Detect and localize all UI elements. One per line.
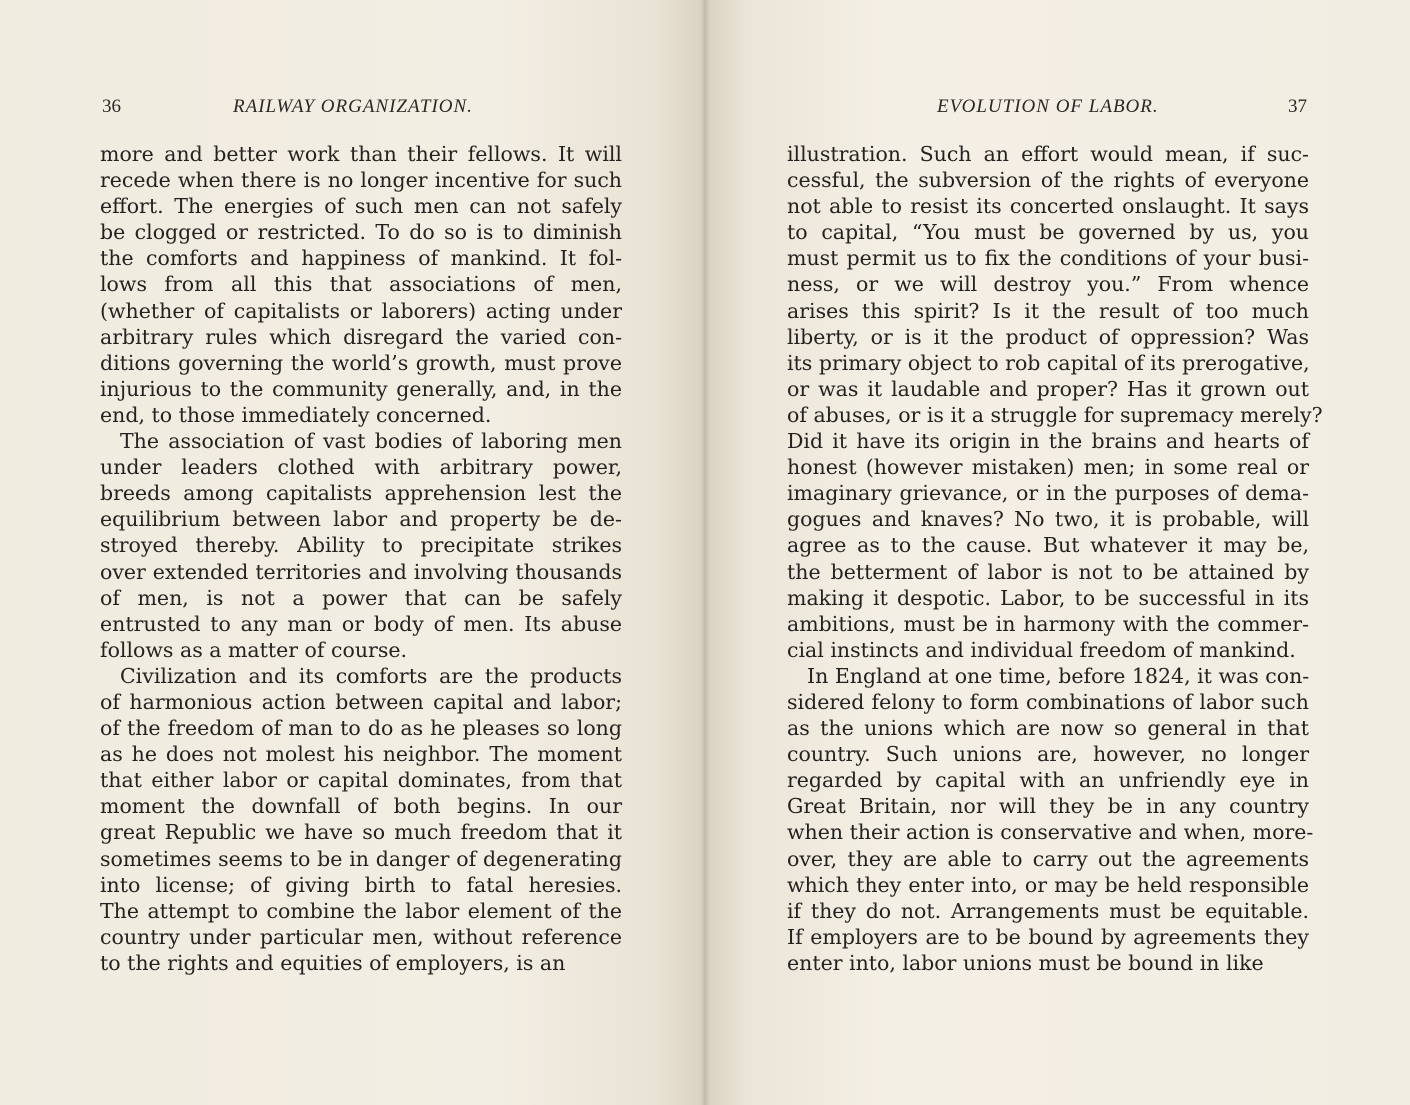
text-line: the comforts and happiness of mankind. It fol- bbox=[100, 246, 622, 271]
text-line: injurious to the community generally, and, in the bbox=[100, 376, 622, 401]
text-line: The association of vast bodies of laboring men bbox=[120, 429, 622, 454]
text-line: In England at one time, before 1824, it was con- bbox=[807, 663, 1310, 688]
text-line: enter into, labor unions must be bound in like bbox=[787, 950, 1264, 975]
text-line: under leaders clothed with arbitrary power, bbox=[100, 455, 622, 480]
text-line: over extended territories and involving thousands bbox=[100, 559, 622, 584]
text-line: country under particular men, without reference bbox=[100, 924, 622, 949]
text-line: sometimes seems to be in danger of degenerating bbox=[100, 846, 622, 871]
text-line: recede when there is no longer incentive for such bbox=[100, 168, 622, 193]
text-line: equilibrium between labor and property be de- bbox=[100, 507, 622, 532]
text-line: country. Such unions are, however, no longer bbox=[787, 742, 1309, 767]
text-line: the betterment of labor is not to be attained by bbox=[787, 559, 1309, 584]
text-line: not able to resist its concerted onslaught. It says bbox=[787, 194, 1309, 219]
text-line: liberty, or is it the product of oppression? Was bbox=[787, 324, 1309, 349]
text-line: Civilization and its comforts are the products bbox=[120, 663, 622, 688]
text-line: regarded by capital with an unfriendly eye in bbox=[787, 768, 1309, 793]
text-line: making it despotic. Labor, to be successful in its bbox=[787, 585, 1309, 610]
text-line: to the rights and equities of employers, is an bbox=[100, 950, 566, 975]
left-running-title: RAILWAY ORGANIZATION. bbox=[233, 96, 473, 117]
text-line: (whether of capitalists or laborers) acting under bbox=[100, 298, 622, 323]
left-page-number: 36 bbox=[102, 96, 121, 117]
text-line: follows as a matter of course. bbox=[100, 637, 407, 662]
text-line: Great Britain, nor will they be in any country bbox=[787, 794, 1309, 819]
text-line: of harmonious action between capital and labor; bbox=[100, 689, 622, 714]
text-line: entrusted to any man or body of men. Its abuse bbox=[100, 611, 622, 636]
text-line: arbitrary rules which disregard the varied con- bbox=[100, 324, 622, 349]
text-line: when their action is conservative and when, more- bbox=[787, 820, 1314, 845]
text-line: great Republic we have so much freedom that it bbox=[100, 820, 622, 845]
text-line: be clogged or restricted. To do so is to diminish bbox=[100, 220, 622, 245]
book-gutter bbox=[700, 0, 710, 1105]
text-line: lows from all this that associations of men, bbox=[100, 272, 622, 297]
text-line: illustration. Such an effort would mean, if suc- bbox=[787, 142, 1309, 166]
text-line: more and better work than their fellows. It will bbox=[100, 142, 622, 166]
right-running-title: EVOLUTION OF LABOR. bbox=[937, 96, 1159, 117]
text-line: cessful, the subversion of the rights of everyone bbox=[787, 168, 1309, 193]
text-line: Did it have its origin in the brains and hearts of bbox=[787, 429, 1309, 454]
text-line: breeds among capitalists apprehension lest the bbox=[100, 481, 622, 506]
text-line: of the freedom of man to do as he pleases so long bbox=[100, 716, 622, 741]
text-line: moment the downfall of both begins. In our bbox=[100, 794, 622, 819]
right-running-head bbox=[705, 96, 1410, 122]
text-line: as he does not molest his neighbor. The moment bbox=[100, 742, 622, 767]
text-line: ditions governing the world’s growth, must prove bbox=[100, 350, 622, 375]
text-line: cial instincts and individual freedom of mankind. bbox=[787, 637, 1296, 662]
text-line: over, they are able to carry out the agreements bbox=[787, 846, 1309, 871]
text-line: ambitions, must be in harmony with the commer- bbox=[787, 611, 1309, 636]
text-line: stroyed thereby. Ability to precipitate strikes bbox=[100, 533, 622, 558]
text-line: if they do not. Arrangements must be equitable. bbox=[787, 898, 1309, 923]
text-line: gogues and knaves? No two, it is probable, will bbox=[787, 507, 1309, 532]
text-line: ness, or we will destroy you.” From whence bbox=[787, 272, 1309, 297]
text-line: agree as to the cause. But whatever it may be, bbox=[787, 533, 1309, 558]
text-line: must permit us to fix the conditions of your busi- bbox=[787, 246, 1309, 271]
text-line: into license; of giving birth to fatal heresies. bbox=[100, 872, 622, 897]
text-line: as the unions which are now so general in that bbox=[787, 716, 1309, 741]
text-line: that either labor or capital dominates, from that bbox=[100, 768, 622, 793]
text-line: of men, is not a power that can be safely bbox=[100, 585, 622, 610]
text-line: If employers are to be bound by agreements they bbox=[787, 924, 1309, 949]
text-line: or was it laudable and proper? Has it grown out bbox=[787, 376, 1309, 401]
text-line: arises this spirit? Is it the result of too much bbox=[787, 298, 1309, 323]
text-line: of abuses, or is it a struggle for supremacy merely? bbox=[787, 402, 1323, 427]
right-page-body bbox=[787, 141, 1323, 976]
text-line: to capital, “You must be governed by us, you bbox=[787, 220, 1309, 245]
left-page-body bbox=[100, 141, 622, 976]
right-page-number: 37 bbox=[1288, 96, 1307, 117]
text-line: end, to those immediately concerned. bbox=[100, 402, 492, 427]
left-running-head bbox=[0, 96, 705, 122]
text-line: honest (however mistaken) men; in some real or bbox=[787, 455, 1309, 480]
text-line: its primary object to rob capital of its prerogative, bbox=[787, 350, 1310, 375]
text-line: sidered felony to form combinations of labor such bbox=[787, 689, 1309, 714]
text-line: effort. The energies of such men can not safely bbox=[100, 194, 622, 219]
text-line: The attempt to combine the labor element of the bbox=[100, 898, 622, 923]
right-page bbox=[705, 0, 1410, 1105]
text-line: imaginary grievance, or in the purposes of dema- bbox=[787, 481, 1309, 506]
text-line: which they enter into, or may be held responsible bbox=[787, 872, 1309, 897]
